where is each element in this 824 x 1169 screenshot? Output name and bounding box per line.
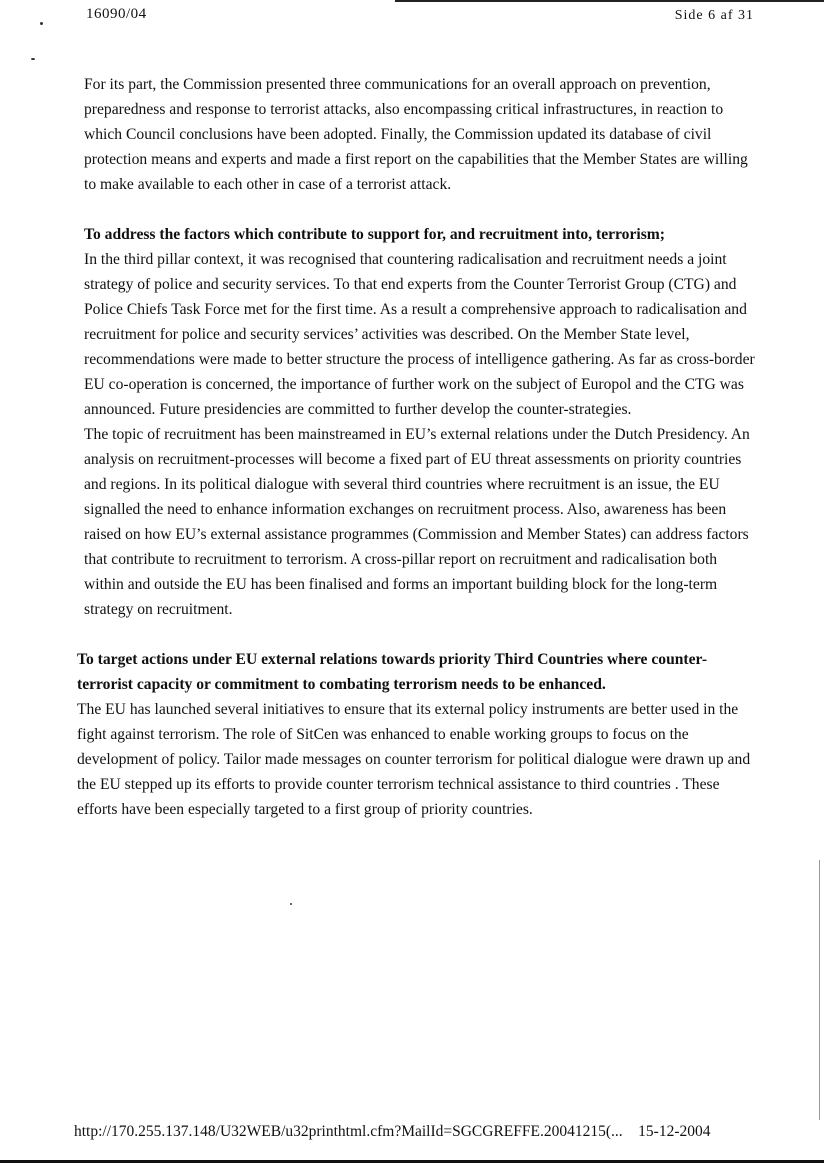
scan-dot [290, 903, 292, 905]
bottom-rule [0, 1160, 824, 1163]
paragraph-third-pillar: In the third pillar context, it was recognised that countering radicalisation and recruitment needs a joint strategy of police and security services. To that end experts from the Counter Terrorist Group (CTG) and Police Chiefs Task Force met for the first time. As a result a comprehensive approach to radicalisation and recruitment for police and security services’ activities was described. On the Member State level, recommendations were made to better structure the process of intelligence gathering. As far as cross-border EU co-operation is concerned, the importance of further work on the subject of Europol and the CTG was announced. Future presidencies are committed to further develop the counter-strategies. [84, 251, 755, 418]
footer-date: 15-12-2004 [638, 1123, 711, 1140]
document-body [77, 72, 757, 822]
footer-spacer [627, 1123, 635, 1140]
paragraph-gap [77, 622, 757, 647]
page-marker: Side 6 af 31 [674, 8, 754, 23]
document-number: 16090/04 [86, 6, 147, 22]
paragraph-gap [77, 197, 757, 222]
heading-third-countries: To target actions under EU external relations towards priority Third Countries where counter-terrorist capacity or commitment to combating terrorism needs to be enhanced. [77, 651, 708, 693]
scan-edge-line [819, 860, 820, 1120]
print-footer [74, 1123, 710, 1141]
scan-dot [40, 22, 43, 25]
scan-dot [31, 58, 35, 60]
paragraph-civil-protection: For its part, the Commission presented three communications for an overall approach on prevention, preparedness and response to terrorist attacks, also encompassing critical infrastructures, in reaction to which Council conclusions have been adopted. Finally, the Commission updated its database of civil protection means and experts and made a first report on the capabilities that the Member States are willing to make available to each other in case of a terrorist attack. [84, 76, 748, 193]
footer-url: http://170.255.137.148/U32WEB/u32printhtml.cfm?MailId=SGCGREFFE.20041215(... [74, 1123, 623, 1140]
paragraph-external-relations: The topic of recruitment has been mainstreamed in EU’s external relations under the Dutch Presidency. An analysis on recruitment-processes will become a fixed part of EU threat assessments on priority countries and regions. In its political dialogue with several third countries where recruitment is an issue, the EU signalled the need to enhance information exchanges on recruitment process. Also, awareness has been raised on how EU’s external assistance programmes (Commission and Member States) can address factors that contribute to recruitment to terrorism. A cross-pillar report on recruitment and radicalisation both within and outside the EU has been finalised and forms an important building block for the long-term strategy on recruitment. [84, 426, 750, 618]
top-rule [395, 0, 824, 2]
heading-recruitment: To address the factors which contribute to support for, and recruitment into, terrorism; [84, 226, 665, 243]
paragraph-external-policy: The EU has launched several initiatives to ensure that its external policy instruments are better used in the fight against terrorism. The role of SitCen was enhanced to enable working groups to focus on the development of policy. Tailor made messages on counter terrorism for political dialogue were drawn up and the EU stepped up its efforts to provide counter terrorism technical assistance to third countries . These efforts have been especially targeted to a first group of priority countries. [77, 701, 751, 818]
